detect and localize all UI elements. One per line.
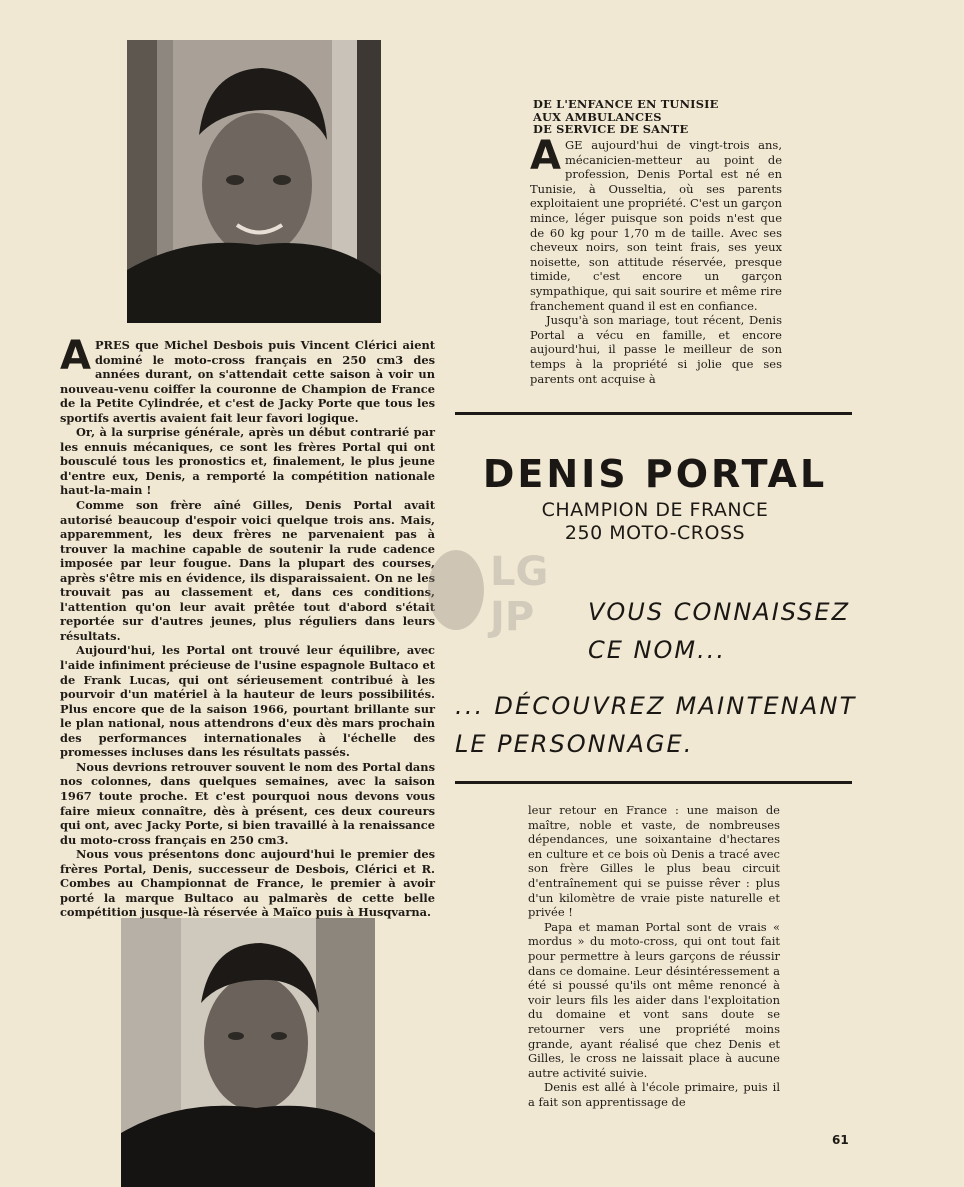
subhead-line: DE SERVICE DE SANTE xyxy=(533,122,689,137)
page-number: 61 xyxy=(832,1133,849,1147)
tagline: LE PERSONNAGE. xyxy=(455,730,694,758)
headline-subtitle: 250 MOTO-CROSS xyxy=(564,522,746,544)
drop-cap: A xyxy=(60,333,91,379)
tagline: ... DÉCOUVREZ MAINTENANT xyxy=(455,692,857,720)
divider-bottom xyxy=(455,781,852,784)
paragraph: Nous devrions retrouver souvent le nom des Portal dans nos colonnes, dans quelques semaines, avec la saison 1967 toute proche. Et c'est pourquoi nous devons vous faire mieux connaître, dès à présent, ces deux coureurs qui ont, avec Jacky Porte, si bien travaillé à la renaissance du moto-cross français en 250 cm3. xyxy=(60,759,435,847)
paragraph: Aujourd'hui, les Portal ont trouvé leur équilibre, avec l'aide infiniment précieuse de l'usine espagnole Bultaco et de Frank Lucas, qui ont sérieusement contribué à les pourvoir d'un matériel à la hauteur de leurs possibilités. Plus encore que de la saison 1966, pourtant brillante sur le plan national, nous attendrons d'eux dès mars prochain des performances internationales à l'échelle des promesses incluses dans les résultats passés. xyxy=(60,643,435,760)
watermark-text: JP xyxy=(490,594,535,640)
article-right-top xyxy=(530,133,782,386)
portrait-photo-top xyxy=(127,40,381,323)
paragraph: Comme son frère aîné Gilles, Denis Portal avait autorisé beaucoup d'espoir voici quelque trois ans. Mais, apparemment, les deux frères ne parvenaient pas à trouver la machine capable de soutenir la rude cadence imposée par leur fougue. Dans la plupart des courses, après s'être mis en évidence, ils disparaissaient. On ne les trouvait pas au classement et, dans ces conditions, l'attention qu'on leur avait prêtée tout d'abord s'était reportée sur d'autres jeunes, plus réguliers dans leurs résultats. xyxy=(60,498,435,643)
drop-cap: A xyxy=(530,133,561,179)
paragraph: leur retour en France : une maison de maître, noble et vaste, de nombreuses dépendances, une soixantaine d'hectares en culture et ce bois où Denis a tracé avec son frère Gilles le plus beau circuit d'entraînement qui se puisse rêver : plus d'un kilomètre de vraie piste naturelle et privée ! xyxy=(528,803,780,920)
portrait-photo-bottom xyxy=(121,918,375,1187)
paragraph: Denis est allé à l'école primaire, puis il a fait son apprentissage de xyxy=(528,1080,780,1109)
article-left-column xyxy=(60,333,435,920)
headline-title: DENIS PORTAL xyxy=(482,452,828,496)
section-subhead xyxy=(533,98,773,136)
tagline: VOUS CONNAISSEZ xyxy=(588,598,851,626)
paragraph: GE aujourd'hui de vingt-trois ans, mécanicien-metteur au point de profession, Denis Portal est né en Tunisie, à Ousseltia, où ses parents exploitaient une propriété. C'est un garçon mince, léger puisque son poids n'est que de 60 kg pour 1,70 m de taille. Avec ses cheveux noirs, son teint frais, ses yeux noisette, son attitude réservée, presque timide, c'est encore un garçon sympathique, qui sait sourire et même rire franchement quand il est en confiance. xyxy=(530,138,782,313)
subhead-line: DE L'ENFANCE EN TUNISIE xyxy=(533,97,719,111)
paragraph: Or, à la surprise générale, après un début contrarié par les ennuis mécaniques, ce sont les frères Portal qui ont bousculé tous les pronostics et, finalement, le plus jeune d'entre eux, Denis, a remporté la compétition nationale haut-la-main ! xyxy=(60,425,435,498)
paragraph: PRES que Michel Desbois puis Vincent Clérici aient dominé le moto-cross français en 250 cm3 des années durant, on s'attendait cette saison à voir un nouveau-venu coiffer la couronne de Champion de France de la Petite Cylindrée, et c'est de Jacky Porte que tous les sportifs avertis avaient fait leur favori logique. xyxy=(60,338,435,425)
headline-subtitle: CHAMPION DE FRANCE xyxy=(541,499,769,521)
subhead-line: AUX AMBULANCES xyxy=(533,109,662,124)
paragraph: Jusqu'à son mariage, tout récent, Denis Portal a vécu en famille, et encore aujourd'hui, il passe le meilleur de son temps à la propriété si jolie que ses parents ont acquise à xyxy=(530,313,782,386)
paragraph: Nous vous présentons donc aujourd'hui le premier des frères Portal, Denis, successeur de Desbois, Clérici et R. Combes au Championnat de France, le premier à avoir porté la marque Bultaco au palmarès de cette belle compétition jusque-là réservée à Maïco puis à Husqvarna. xyxy=(60,847,435,920)
tagline: CE NOM... xyxy=(588,636,726,664)
article-right-bottom xyxy=(528,803,780,1109)
divider-top xyxy=(455,412,852,415)
watermark-logo xyxy=(418,540,558,640)
paragraph: Papa et maman Portal sont de vrais « mordus » du moto-cross, qui ont tout fait pour permettre à leurs garçons de réussir dans ce domaine. Leur désintéressement a été si poussé qu'ils ont même renoncé à voir leurs fils les aider dans l'exploitation du domaine et vont sans doute se retourner vers une propriété moins grande, ayant réalisé que chez Denis et Gilles, le cross ne laissait place à aucune autre activité suivie. xyxy=(528,919,780,1080)
watermark-text: LG xyxy=(490,549,549,595)
